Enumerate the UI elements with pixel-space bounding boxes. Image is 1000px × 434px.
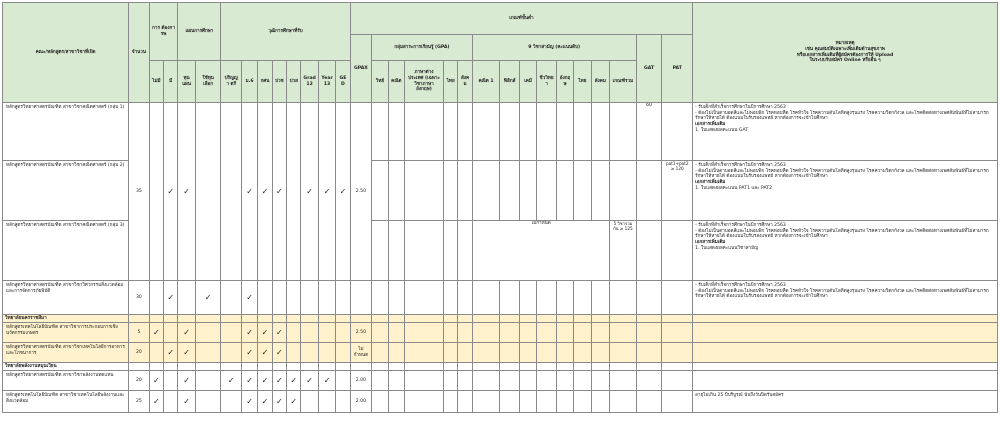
seat-count: 5 xyxy=(129,323,150,343)
check-mark: ✓ xyxy=(178,391,195,413)
sub-header: คณิต 1 xyxy=(472,61,500,103)
check-mark: ✓ xyxy=(301,371,318,391)
header-row-1 xyxy=(3,3,998,35)
check-mark: ✓ xyxy=(258,391,272,413)
check-mark: ✓ xyxy=(258,371,272,391)
nine-subjects-value: ไม่กำหนด xyxy=(472,221,609,281)
check-mark: ✓ xyxy=(149,391,163,413)
note-cell: - รับเด็กที่สำเร็จการศึกษาในปีการศึกษา 2563 - ต้องไม่เป็นตาบอดสีและไม่พอบพิก โรคหอบหืด โรคหัวใจ โรคความดันโลหิตสูงรุนแรง โรคความวิตกกังวล และโรคติดต่อทางเพศสัมพันธ์ที่ไม่สามารถรักษาให้หายได้ ต้องแนบใบรับรองแพทย์ หากต้องการจะเข้าไปศึกษา เอกสารเพิ่มเติม 1. ใบแสดงผลคะแนนวิชาสามัญ xyxy=(693,221,998,281)
disability-header: การ ต้องการพ xyxy=(149,3,178,61)
check-mark: ✓ xyxy=(241,323,257,343)
sub-header: คณิต xyxy=(388,61,404,103)
check-mark: ✓ xyxy=(272,391,286,413)
check-mark: ✓ xyxy=(241,371,257,391)
sub-header: กศน xyxy=(258,61,272,103)
sub-header: สังคม xyxy=(458,61,472,103)
program-name: หลักสูตรวิทยาศาสตรบัณฑิต สาขาวิชาเทคโนโลยีการอาหารและโภชนาการ xyxy=(3,343,129,363)
seat-count: 20 xyxy=(129,343,150,363)
table-row xyxy=(3,343,998,363)
sub-header: ปวส xyxy=(287,61,301,103)
check-mark: ✓ xyxy=(164,281,178,315)
check-mark: ✓ xyxy=(272,343,286,363)
section-row xyxy=(3,315,998,323)
sub-header: มี xyxy=(164,61,178,103)
total-score-value: 5 วิชารวมกัน ≥ 125 xyxy=(610,221,637,281)
count-header: จำนวน xyxy=(129,3,150,103)
check-mark: ✓ xyxy=(258,323,272,343)
scholarship-header: แผนการศึกษา xyxy=(178,3,221,61)
gpax-value: 2.00 xyxy=(350,371,372,391)
seat-count: 25 xyxy=(129,391,150,413)
criteria-table xyxy=(2,2,998,413)
sub-header: อังกฤษ xyxy=(556,61,573,103)
sub-header: ใช้ทุนเลือก xyxy=(195,61,221,103)
check-mark: ✓ xyxy=(318,103,335,281)
gpax-value: 2.50 xyxy=(350,323,372,343)
pat-header: PAT xyxy=(662,35,693,103)
sub-header: ฟิสิกส์ xyxy=(500,61,519,103)
gat-header: GAT xyxy=(636,35,662,103)
check-mark: ✓ xyxy=(272,371,286,391)
check-mark: ✓ xyxy=(241,343,257,363)
program-name: หลักสูตรวิทยาศาสตรบัณฑิต สาขาวิชาคณิตศาสตร์ (กลุ่ม 1) xyxy=(3,103,129,161)
check-mark: ✓ xyxy=(272,103,286,281)
program-header: คณะ/หลักสูตร/สาขาวิชาที่เปิด xyxy=(3,3,129,103)
pat-value: pat1+pat2 ≥ 120 xyxy=(662,161,693,221)
check-mark: ✓ xyxy=(178,371,195,391)
section-title: วิทยาลัยพลังงานหมุนเวียน xyxy=(3,363,129,371)
check-mark: ✓ xyxy=(241,281,257,315)
seat-count: 30 xyxy=(129,281,150,315)
sub-header: Year13 xyxy=(318,61,335,103)
sub-header: ชีววิทยา xyxy=(537,61,556,103)
check-mark: ✓ xyxy=(336,103,350,281)
section-row xyxy=(3,363,998,371)
note-cell: - รับเด็กที่สำเร็จการศึกษาในปีการศึกษา 2563 - ต้องไม่เป็นตาบอดสีและไม่พอบพิก โรคหอบหืด โรคหัวใจ โรคความดันโลหิตสูงรุนแรง โรคความวิตกกังวล และโรคติดต่อทางเพศสัมพันธ์ที่ไม่สามารถรักษาให้หายได้ ต้องแนบใบรับรองแพทย์ หากต้องการจะเข้าไปศึกษา เอกสารเพิ่มเติม 1. ใบแสดงผลคะแนน GAT xyxy=(693,103,998,161)
program-name: หลักสูตรวิทยาศาสตรบัณฑิต สาขาวิชาคณิตศาสตร์ (กลุ่ม 3) xyxy=(3,221,129,281)
check-mark: ✓ xyxy=(149,323,163,343)
seat-count: 20 xyxy=(129,371,150,391)
admission-criteria-sheet xyxy=(2,2,998,432)
table-row xyxy=(3,391,998,413)
check-mark: ✓ xyxy=(178,103,195,281)
gpax-header: GPAX xyxy=(350,35,372,103)
check-mark: ✓ xyxy=(287,391,301,413)
section-title: วิทยาลัยนครราชสีมา xyxy=(3,315,129,323)
education-header: วุฒิการศึกษาที่รับ xyxy=(221,3,350,61)
check-mark: ✓ xyxy=(149,371,163,391)
check-mark: ✓ xyxy=(258,103,272,281)
check-mark: ✓ xyxy=(195,281,221,315)
sub-header: เคมี xyxy=(519,61,536,103)
sub-header: ภาษาต่างประเทศ (เฉพาะวิชาภาษาอังกฤษ) xyxy=(405,61,444,103)
sub-header: ไทย xyxy=(443,61,457,103)
check-mark: ✓ xyxy=(301,103,318,281)
program-name: หลักสูตรวิทยาศาสตรบัณฑิต สาขาวิชาวิศวกรรมสิ่งแวดล้อมและการจัดการภัยพิบัติ xyxy=(3,281,129,315)
sub-header: ไทย xyxy=(574,61,591,103)
note-cell: - รับเด็กที่สำเร็จการศึกษาในปีการศึกษา 2563 - ต้องไม่เป็นตาบอดสีและไม่พอบพิก โรคหอบหืด โรคหัวใจ โรคความดันโลหิตสูงรุนแรง โรคความวิตกกังวล และโรคติดต่อทางเพศสัมพันธ์ที่ไม่สามารถรักษาให้หายได้ ต้องแนบใบรับรองแพทย์ หากต้องการจะเข้าไปศึกษา เอกสารเพิ่มเติม 1. ใบแสดงผลคะแนน PAT1 และ PAT2 xyxy=(693,161,998,221)
program-name: หลักสูตรเทคโนโลยีบัณฑิต สาขาวิชาการประกอบการเชิงนวัตกรรมเกษตร xyxy=(3,323,129,343)
check-mark: ✓ xyxy=(258,343,272,363)
check-mark: ✓ xyxy=(221,371,242,391)
gpax-value: 2.50 xyxy=(350,103,372,281)
gpax-value: ไม่กำหนด xyxy=(350,343,372,363)
sub-header: ปวช xyxy=(272,61,286,103)
check-mark: ✓ xyxy=(287,371,301,391)
check-mark xyxy=(149,103,163,281)
note-cell: - รับเด็กที่สำเร็จการศึกษาในปีการศึกษา 2563 - ต้องไม่เป็นตาบอดสีและไม่พอบพิก โรคหอบหืด โรคหัวใจ โรคความดันโลหิตสูงรุนแรง โรคความวิตกกังวล และโรคติดต่อทางเพศสัมพันธ์ที่ไม่สามารถรักษาให้หายได้ ต้องแนบใบรับรองแพทย์ หากต้องการจะเข้าไปศึกษา xyxy=(693,281,998,315)
check-mark: ✓ xyxy=(178,323,195,343)
gat-value: 60 xyxy=(636,103,662,161)
sub-header: ม.6 xyxy=(241,61,257,103)
sub-header: ปริญญา ตรี xyxy=(221,61,242,103)
gpa-group-header: กลุ่มสาระการเรียนรู้ (GPA) xyxy=(372,35,473,61)
program-name: หลักสูตรเทคโนโลยีบัณฑิต สาขาวิชาเทคโนโลยีพลังงานและสิ่งแวดล้อม xyxy=(3,391,129,413)
sub-header: ไม่มี xyxy=(149,61,163,103)
note-cell xyxy=(693,371,998,391)
check-mark: ✓ xyxy=(318,371,335,391)
program-name: หลักสูตรวิทยาศาสตรบัณฑิต สาขาวิชาพลังงานทดแทน xyxy=(3,371,129,391)
table-row xyxy=(3,103,998,161)
check-mark: ✓ xyxy=(241,103,257,281)
gpax-value: 2.00 xyxy=(350,391,372,413)
check-mark: ✓ xyxy=(178,343,195,363)
note-cell: อายุไม่เกิน 25 ปีบริบูรณ์ นับถึงวันปิดรับสมัคร xyxy=(693,391,998,413)
sub-header: เกณฑ์รวม xyxy=(610,61,637,103)
check-mark: ✓ xyxy=(164,103,178,281)
check-mark: ✓ xyxy=(272,323,286,343)
table-row xyxy=(3,371,998,391)
check-mark: ✓ xyxy=(241,391,257,413)
table-row xyxy=(3,281,998,315)
sub-header: Grad12 xyxy=(301,61,318,103)
program-name: หลักสูตรวิทยาศาสตรบัณฑิต สาขาวิชาคณิตศาสตร์ (กลุ่ม 2) xyxy=(3,161,129,221)
sub-header: ทุนแผน xyxy=(178,61,195,103)
table-row xyxy=(3,323,998,343)
note-header: หมายเหตุ เช่น คุณสมบัติเฉพาะเพิ่มเติมด้านสุขภาพ หรือเอกสารเพิ่มเติมที่ผู้สมัครต้องการให้ Upload ในระบบรับสมัคร Online หรืออื่น ๆ xyxy=(693,3,998,103)
nine-subjects-header: 9 วิชาสามัญ (คะแนนดิบ) xyxy=(472,35,636,61)
sub-header: วิทย์ xyxy=(372,61,388,103)
sub-header: GED xyxy=(336,61,350,103)
seat-count: 35 xyxy=(129,103,150,281)
check-mark: ✓ xyxy=(164,343,178,363)
criteria-header: เกณฑ์ขั้นต่ำ xyxy=(350,3,693,35)
sub-header: สังคม xyxy=(591,61,609,103)
